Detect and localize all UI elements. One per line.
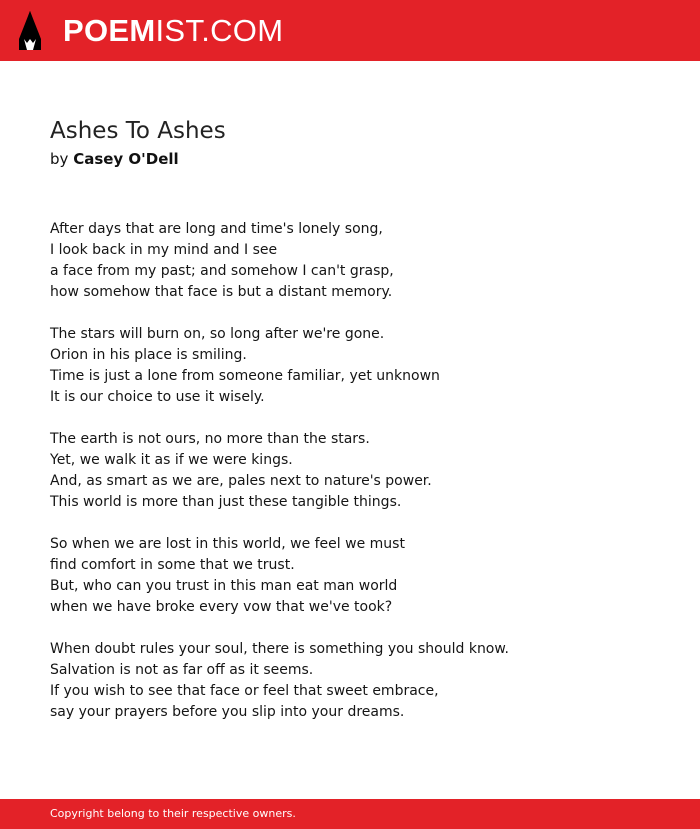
poem-line: The earth is not ours, no more than the stars. <box>50 431 370 447</box>
poem-line: Orion in his place is smiling. <box>50 347 247 363</box>
poem-line: find comfort in some that we trust. <box>50 557 295 573</box>
poem-line: When doubt rules your soul, there is something you should know. <box>50 641 509 657</box>
brand-name-bold: POEM <box>63 13 156 48</box>
poem-line: This world is more than just these tangible things. <box>50 494 402 510</box>
poem-stanza <box>50 534 650 618</box>
poem-line: Yet, we walk it as if we were kings. <box>50 452 293 468</box>
site-footer <box>0 799 700 829</box>
poem-line: Salvation is not as far off as it seems. <box>50 662 314 678</box>
poem-line: The stars will burn on, so long after we're gone. <box>50 326 385 342</box>
poem-line: when we have broke every vow that we've took? <box>50 599 393 615</box>
byline-label: by <box>50 150 69 168</box>
poem-line: I look back in my mind and I see <box>50 242 278 258</box>
poem-line: So when we are lost in this world, we feel we must <box>50 536 405 552</box>
poem-line: a face from my past; and somehow I can't grasp, <box>50 263 394 279</box>
poem-stanza <box>50 324 650 408</box>
poem-byline <box>50 150 179 168</box>
site-header <box>0 0 700 61</box>
poem-line: After days that are long and time's lonely song, <box>50 221 383 237</box>
copyright-notice: Copyright belong to their respective owners. <box>50 807 296 820</box>
poem-line: It is our choice to use it wisely. <box>50 389 265 405</box>
poem-line: say your prayers before you slip into your dreams. <box>50 704 405 720</box>
poem-stanza <box>50 219 650 303</box>
brand-name <box>63 10 283 51</box>
poem-stanza <box>50 639 650 723</box>
poem-line: Time is just a lone from someone familiar, yet unknown <box>50 368 440 384</box>
poem-line: If you wish to see that face or feel that sweet embrace, <box>50 683 439 699</box>
poem-line: But, who can you trust in this man eat man world <box>50 578 398 594</box>
poem-body <box>50 219 650 744</box>
poem-stanza <box>50 429 650 513</box>
pencil-tip-icon <box>18 10 42 51</box>
poem-author: Casey O'Dell <box>73 150 179 168</box>
poem-title: Ashes To Ashes <box>50 118 226 144</box>
brand-name-light: IST.COM <box>155 13 284 48</box>
poem-line: And, as smart as we are, pales next to nature's power. <box>50 473 432 489</box>
site-logo-link[interactable] <box>18 10 283 51</box>
poem-line: how somehow that face is but a distant memory. <box>50 284 393 300</box>
